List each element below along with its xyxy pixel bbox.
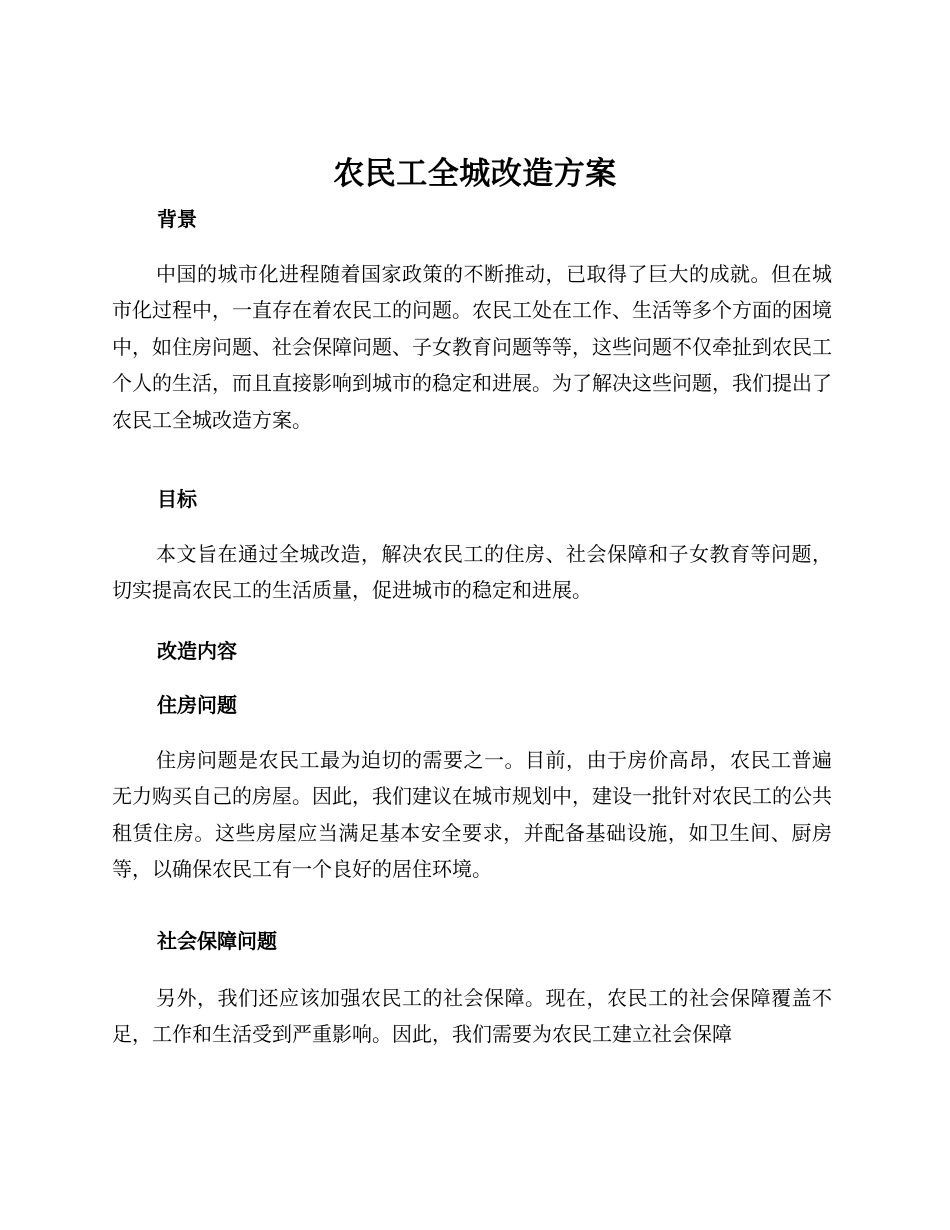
paragraph-social-security: 另外，我们还应该加强农民工的社会保障。现在，农民工的社会保障覆盖不足，工作和生活受到严重影响。因此，我们需要为农民工建立社会保障	[112, 986, 832, 1047]
section-heading-goal: 目标	[157, 487, 197, 511]
paragraph-goal: 本文旨在通过全城改造，解决农民工的住房、社会保障和子女教育等问题，切实提高农民工的生活质量，促进城市的稳定和进展。	[112, 542, 832, 603]
document-title: 农民工全城改造方案	[333, 156, 617, 192]
section-heading-background: 背景	[157, 207, 197, 231]
paragraph-housing: 住房问题是农民工最为迫切的需要之一。目前，由于房价高昂，农民工普遍无力购买自己的房屋。因此，我们建议在城市规划中，建设一批针对农民工的公共租赁住房。这些房屋应当满足基本安全要求，并配备基础设施，如卫生间、厨房等，以确保农民工有一个良好的居住环境。	[112, 748, 832, 882]
section-heading-social-security: 社会保障问题	[157, 929, 277, 953]
section-heading-content: 改造内容	[157, 639, 237, 663]
paragraph-background: 中国的城市化进程随着国家政策的不断推动，已取得了巨大的成就。但在城市化过程中，一直存在着农民工的问题。农民工处在工作、生活等多个方面的困境中，如住房问题、社会保障问题、子女教育问题等等，这些问题不仅牵扯到农民工个人的生活，而且直接影响到城市的稳定和进展。为了解决这些问题，我们提出了农民工全城改造方案。	[112, 262, 832, 432]
section-heading-housing: 住房问题	[157, 693, 237, 717]
